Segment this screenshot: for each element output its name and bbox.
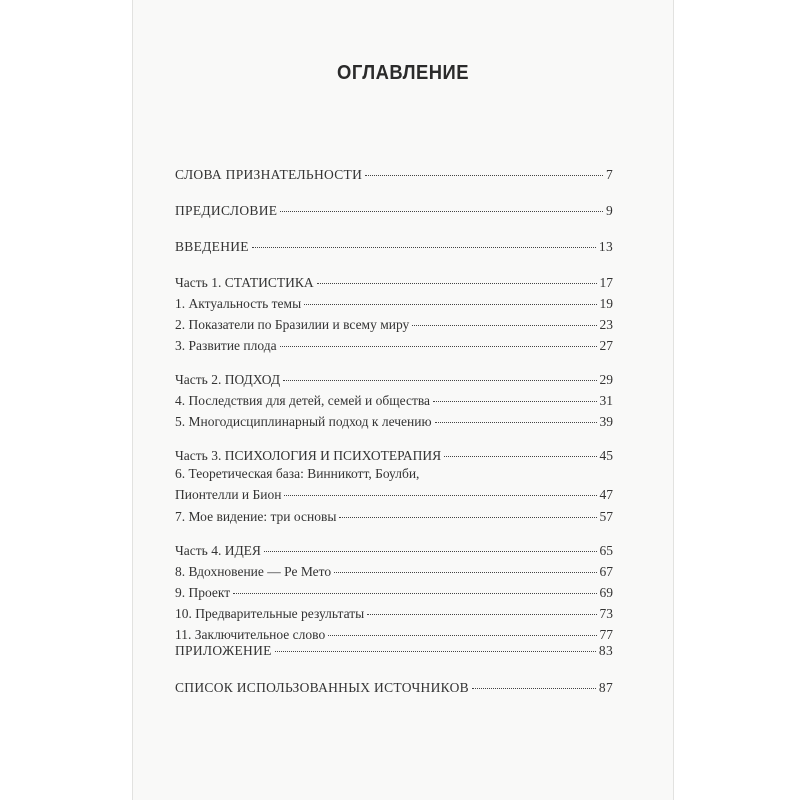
dot-leader	[367, 614, 596, 615]
toc-entry-ch5	[175, 414, 613, 434]
toc-entry-ch8	[175, 564, 613, 584]
toc-entry-label: 3. Развитие плода	[175, 338, 277, 353]
book-page	[132, 0, 674, 800]
toc-entry-page: 39	[599, 414, 613, 429]
toc-entry-label: 11. Заключительное слово	[175, 627, 326, 642]
toc-entry-page: 45	[599, 448, 613, 463]
dot-leader	[280, 346, 597, 347]
toc-entry-label: 2. Показатели по Бразилии и всему миру	[175, 317, 410, 332]
dot-leader	[275, 651, 596, 652]
toc-entry-ch6-line1: 6. Теоретическая база: Винникотт, Боулби,	[175, 466, 420, 481]
toc-entry-page: 31	[599, 393, 613, 408]
toc-entry-page: 19	[599, 296, 613, 311]
toc-entry-page: 17	[599, 275, 613, 290]
toc-entry-references	[175, 680, 613, 700]
dot-leader	[472, 688, 596, 689]
toc-entry-label: 9. Проект	[175, 585, 231, 600]
toc-entry-page: 13	[598, 239, 613, 254]
toc-entry-page: 73	[599, 606, 613, 621]
toc-entry-label: СПИСОК ИСПОЛЬЗОВАННЫХ ИСТОЧНИКОВ	[175, 680, 469, 695]
toc-entry-label: ВВЕДЕНИЕ	[175, 239, 249, 254]
page-title: ОГЛАВЛЕНИЕ	[337, 62, 469, 84]
toc-entry-ch9	[175, 585, 613, 605]
toc-entry-page: 7	[605, 167, 613, 182]
toc-entry-part1	[175, 275, 613, 295]
dot-leader	[264, 551, 597, 552]
toc-entry-page: 77	[599, 627, 613, 642]
toc-entry-label: СЛОВА ПРИЗНАТЕЛЬНОСТИ	[175, 167, 363, 182]
toc-entry-ch10	[175, 606, 613, 626]
toc-entry-label: 8. Вдохновение — Ре Мето	[175, 564, 332, 579]
dot-leader	[304, 304, 596, 305]
toc-entry-label: 1. Актуальность темы	[175, 296, 302, 311]
toc-entry-ch6	[175, 487, 613, 507]
dot-leader	[365, 175, 603, 176]
toc-entry-page: 67	[599, 564, 613, 579]
toc-entry-ch7	[175, 509, 613, 529]
dot-leader	[412, 325, 596, 326]
dot-leader	[339, 517, 596, 518]
dot-leader	[233, 593, 596, 594]
toc-entry-appendix	[175, 643, 613, 663]
toc-entry-label: 4. Последствия для детей, семей и общества	[175, 393, 431, 408]
dot-leader	[317, 283, 597, 284]
toc-entry-label: Часть 1. СТАТИСТИКА	[175, 275, 314, 290]
toc-entry-page: 29	[599, 372, 613, 387]
toc-entry-label: Часть 3. ПСИХОЛОГИЯ И ПСИХОТЕРАПИЯ	[175, 448, 442, 463]
dot-leader	[435, 422, 597, 423]
toc-entry-page: 57	[599, 509, 613, 524]
toc-entry-label: ПРЕДИСЛОВИЕ	[175, 203, 278, 218]
toc-entry-page: 47	[599, 487, 613, 502]
toc-entry-ch1	[175, 296, 613, 316]
dot-leader	[328, 635, 596, 636]
toc-entry-page: 27	[599, 338, 613, 353]
dot-leader	[334, 572, 596, 573]
toc-entry-page: 83	[598, 643, 613, 658]
dot-leader	[284, 495, 596, 496]
toc-entry-label: 7. Мое видение: три основы	[175, 509, 337, 524]
dot-leader	[433, 401, 596, 402]
toc-entry-label: 10. Предварительные результаты	[175, 606, 365, 621]
toc-entry-preface	[175, 203, 613, 223]
dot-leader	[283, 380, 596, 381]
toc-entry-part3	[175, 448, 613, 468]
toc-entry-page: 69	[599, 585, 613, 600]
toc-entry-page: 9	[605, 203, 613, 218]
toc-entry-page: 65	[599, 543, 613, 558]
toc-entry-label: ПРИЛОЖЕНИЕ	[175, 643, 272, 658]
toc-entry-part4	[175, 543, 613, 563]
toc-entry-page: 23	[599, 317, 613, 332]
toc-entry-acknowledgments	[175, 167, 613, 187]
dot-leader	[280, 211, 603, 212]
dot-leader	[252, 247, 596, 248]
dot-leader	[444, 456, 596, 457]
toc-entry-label: 5. Многодисциплинарный подход к лечению	[175, 414, 432, 429]
toc-entry-introduction	[175, 239, 613, 259]
toc-entry-label: Пионтелли и Бион	[175, 487, 282, 502]
toc-entry-part2	[175, 372, 613, 392]
toc-entry-ch4	[175, 393, 613, 413]
toc-entry-ch3	[175, 338, 613, 358]
toc-entry-label: Часть 2. ПОДХОД	[175, 372, 281, 387]
toc-entry-page: 87	[598, 680, 613, 695]
toc-entry-ch2	[175, 317, 613, 337]
toc-entry-label: Часть 4. ИДЕЯ	[175, 543, 261, 558]
